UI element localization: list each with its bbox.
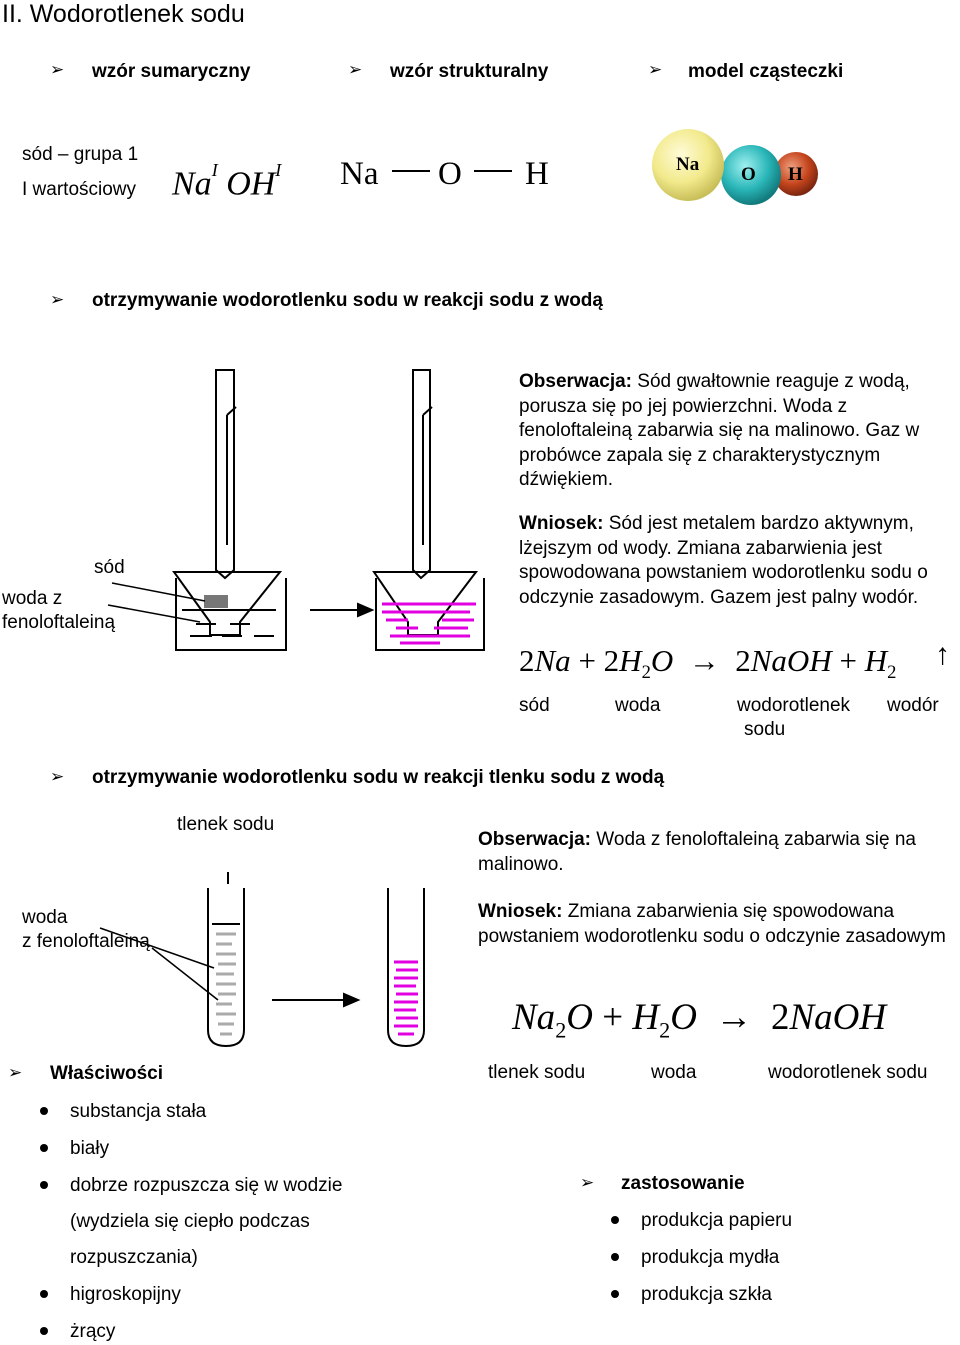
section2-heading: otrzymywanie wodorotlenku sodu w reakcji tlenku sodu z wodą xyxy=(92,767,665,788)
model-label-h: H xyxy=(788,164,803,185)
eq-o: O xyxy=(566,997,594,1038)
chevron-right-icon: ➢ xyxy=(50,767,65,787)
struct-o: O xyxy=(438,156,462,192)
eq-coef: 2 xyxy=(735,643,751,678)
eq-naoh: NaOH xyxy=(750,643,832,678)
zastosowanie-item: produkcja szkła xyxy=(641,1284,772,1305)
formula-oh: OH xyxy=(226,165,276,203)
wlasciwosc-item: biały xyxy=(70,1138,110,1159)
bullet-icon xyxy=(40,1290,48,1298)
label-tlenek-sodu: tlenek sodu xyxy=(177,814,275,835)
name-tlenek-sodu: tlenek sodu xyxy=(488,1062,586,1083)
wniosek-label: Wniosek: xyxy=(478,901,563,922)
bullet-icon xyxy=(611,1216,619,1224)
header-model-czasteczki: model cząsteczki xyxy=(688,61,844,82)
eq-sub: 2 xyxy=(641,662,651,684)
chevron-right-icon: ➢ xyxy=(50,290,65,310)
eq-plus: + xyxy=(602,997,624,1038)
eq-arrow: → xyxy=(715,997,753,1038)
chevron-right-icon: ➢ xyxy=(648,60,663,80)
header-wzor-strukturalny: wzór strukturalny xyxy=(390,61,549,82)
name-wodor: wodór xyxy=(887,695,939,716)
section2-obserwacja xyxy=(478,828,948,877)
name-sodu: sodu xyxy=(744,719,786,740)
struct-bond xyxy=(474,170,512,172)
eq-plus: + xyxy=(839,643,857,678)
section1-obserwacja xyxy=(519,370,959,493)
eq-o: O xyxy=(670,997,697,1038)
eq-arrow: → xyxy=(688,643,720,678)
eq-naoh: NaOH xyxy=(789,997,887,1038)
eq-coef: 2 xyxy=(770,997,790,1038)
formula-na-valence: I xyxy=(211,160,218,180)
bullet-icon xyxy=(40,1327,48,1335)
label-fenoloftaleina: fenoloftaleiną xyxy=(2,612,116,633)
section1-equation xyxy=(519,642,896,692)
bullet-icon xyxy=(40,1181,48,1189)
obserwacja-text: Woda z fenoloftaleiną zabarwia się na malinowo. xyxy=(478,829,916,875)
sod-group: sód – grupa 1 xyxy=(22,144,139,165)
formula-na: Na xyxy=(172,165,212,203)
gas-arrow-icon: ↑ xyxy=(935,638,950,671)
wniosek-label: Wniosek: xyxy=(519,513,604,534)
chevron-right-icon: ➢ xyxy=(580,1173,595,1193)
wniosek-text: Sód jest metalem bardzo aktywnym, lżejszym od wody. Zmiana zabarwienia jest spowodowana powstaniem wodorotlenku sodu o odczynie zasadowym. Gazem jest palny wodór. xyxy=(519,513,928,608)
model-label-na: Na xyxy=(676,154,700,175)
obserwacja-text: Sód gwałtownie reaguje z wodą, porusza się po jej powierzchni. Woda z fenoloftaleiną zabarwia się na malinowo. Gaz w probówce zapala się z charakterystycznym dźwiękiem. xyxy=(519,371,920,490)
wlasciwosc-item: substancja stała xyxy=(70,1101,207,1122)
section2-equation xyxy=(512,996,886,1052)
eq-sub: 2 xyxy=(887,662,897,684)
label-z-fenoloftaleina: z fenoloftaleiną xyxy=(22,931,150,952)
eq-sub: 2 xyxy=(659,1017,671,1043)
eq-coef: 2 xyxy=(603,643,620,678)
struct-bond xyxy=(392,170,430,172)
name-woda: woda xyxy=(651,1062,697,1083)
page-title: II. Wodorotlenek sodu xyxy=(2,0,245,28)
wlasciwosc-item: higroskopijny xyxy=(70,1284,181,1305)
chevron-right-icon: ➢ xyxy=(8,1063,23,1083)
header-wzor-sumaryczny: wzór sumaryczny xyxy=(92,61,251,82)
section1-wniosek xyxy=(519,512,959,610)
chevron-right-icon: ➢ xyxy=(50,60,65,80)
eq-coef: 2 xyxy=(519,643,535,678)
obserwacja-label: Obserwacja: xyxy=(519,371,632,392)
label-woda-z: woda z xyxy=(2,588,63,609)
eq-sub: 2 xyxy=(555,1017,567,1043)
name-woda: woda xyxy=(615,695,661,716)
section1-heading: otrzymywanie wodorotlenku sodu w reakcji sodu z wodą xyxy=(92,290,603,311)
bullet-icon xyxy=(611,1290,619,1298)
eq-o: O xyxy=(650,643,674,678)
wniosek-text: Zmiana zabarwienia się spowodowana powstaniem wodorotlenku sodu o odczynie zasadowym xyxy=(478,901,946,947)
eq-na: Na xyxy=(512,997,556,1038)
label-woda: woda xyxy=(22,907,68,928)
bullet-icon xyxy=(611,1253,619,1261)
zastosowanie-heading: zastosowanie xyxy=(621,1173,745,1194)
section2-wniosek xyxy=(478,900,948,949)
struct-na: Na xyxy=(340,156,379,192)
bullet-icon xyxy=(40,1107,48,1115)
wlasciwosc-item-cont: rozpuszczania) xyxy=(70,1247,198,1268)
sod-valence: I wartościowy xyxy=(22,179,137,200)
eq-h: H xyxy=(632,997,660,1038)
wlasciwosc-item: żrący xyxy=(70,1321,116,1342)
obserwacja-label: Obserwacja: xyxy=(478,829,591,850)
formula-oh-valence: I xyxy=(275,160,282,180)
zastosowanie-item: produkcja mydła xyxy=(641,1247,780,1268)
wlasciwosc-item-cont: (wydziela się ciepło podczas xyxy=(70,1211,310,1232)
sod-piece xyxy=(204,595,228,608)
name-wodorotlenek: wodorotlenek xyxy=(737,695,851,716)
apparatus-tlenek-woda xyxy=(0,860,470,1060)
label-sod: sód xyxy=(94,557,125,578)
name-wodorotlenek-sodu: wodorotlenek sodu xyxy=(768,1062,928,1083)
bullet-icon xyxy=(40,1144,48,1152)
chevron-right-icon: ➢ xyxy=(348,60,363,80)
eq-na: Na xyxy=(534,643,571,678)
wlasciwosci-heading: Właściwości xyxy=(50,1063,163,1084)
model-label-o: O xyxy=(741,164,756,185)
struct-h: H xyxy=(525,156,549,192)
eq-h: H xyxy=(619,643,642,678)
wlasciwosc-item: dobrze rozpuszcza się w wodzie xyxy=(70,1175,343,1196)
summary-formula xyxy=(172,156,281,204)
eq-h: H xyxy=(864,643,888,678)
molecule-model xyxy=(640,128,840,228)
eq-plus: + xyxy=(578,643,596,678)
zastosowanie-item: produkcja papieru xyxy=(641,1210,793,1231)
name-sod: sód xyxy=(519,695,550,716)
